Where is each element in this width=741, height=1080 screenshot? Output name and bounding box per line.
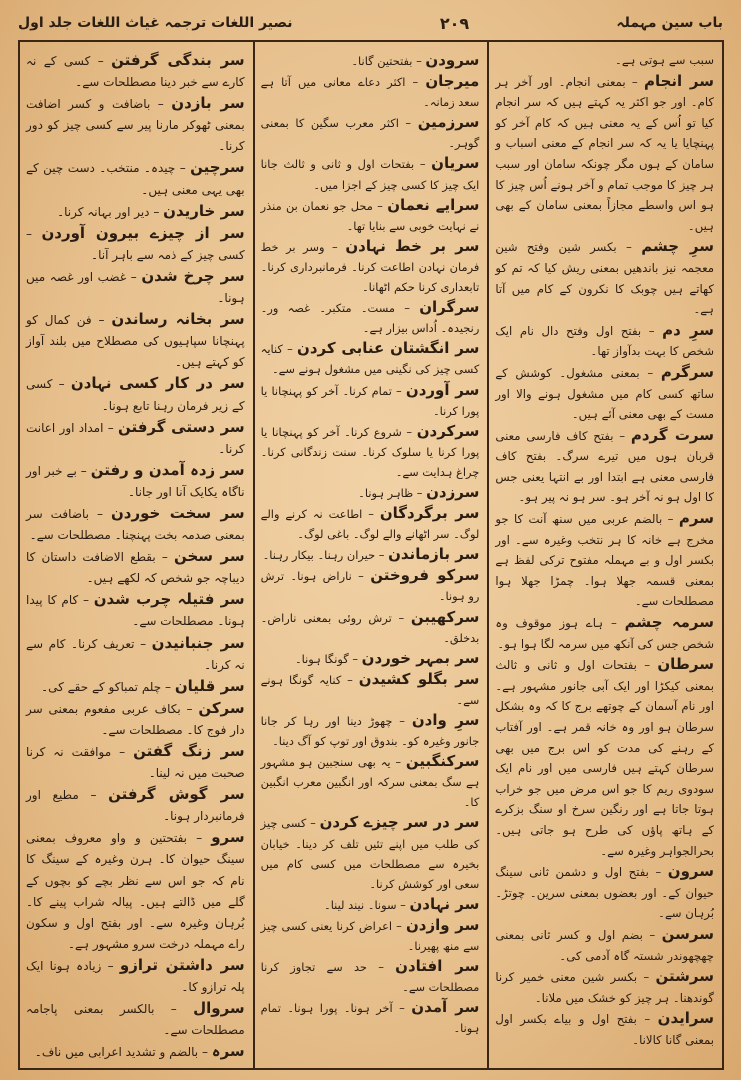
- headword: سرایے نعمان: [387, 195, 480, 214]
- dictionary-entry: سر سخت خوردن – باضافت سر بمعنی صدمہ بخت پہنچنا۔ مصطلحات سے۔: [25, 503, 245, 543]
- definition: سونا۔ نیند لینا۔: [324, 897, 397, 912]
- page-header: [18, 6, 723, 40]
- definition: اکثر معرب سگین کا بمعنی گوہر۔: [260, 116, 480, 151]
- definition: بمعنی مشغول۔ کوشش کے ساتھ کسی کام میں مشغول ہونے والا اور مست کے بھی معنی آئے ہیں۔: [495, 365, 714, 422]
- dictionary-entry: سرزدن – ظاہر ہونا۔: [358, 482, 480, 501]
- dictionary-entry: سر زدہ آمدن و رفتن – بے خبر اور ناگاہ یکایک آنا اور جانا۔: [25, 460, 245, 499]
- definition: سبب سے ہوتی ہے۔: [614, 53, 714, 67]
- headword: میرجان: [425, 72, 480, 91]
- headword: سر انجام: [643, 71, 715, 90]
- definition: بفتح اول و بیاے بکسر اول بمعنی گانا کالانا۔: [495, 1012, 714, 1047]
- headword: سر آمدن: [411, 998, 480, 1017]
- dictionary-entry: سر سخن – بقطع الاضافت داستان کا دیباچہ جو شخص کہ لکھے ہیں۔: [25, 547, 245, 586]
- dictionary-entry: سرطان – بفتحات اول و ثانی و ثالث بمعنی کیکڑا اور ایک آبی جانور مشہور ہے۔ اور نام آسمان کے چوتھے برج کا کہ وہ بشکل سرطان ہو اور وہ خانہ قمر ہے۔ اور آفتاب کے رہنے کی مدت کو اس برج میں بھی سرطان کہتے ہیں فارسی میں اور نام ایک سودوی ریم کا جو اس مرض میں جو خراب ہوتا جاتا ہے اور رنگین سرخ او سنگ بزکرے کے ہاتھ پاؤں کی طرح ہو جاتی ہیں۔ بحرالجواہر وغیرہ سے۔: [495, 655, 714, 858]
- definition: دیر اور بہانہ کرنا۔: [57, 204, 150, 219]
- definition: چلم تمباکو کے حقے کی۔: [41, 679, 162, 694]
- dictionary-entry: سر دستی گرفتن – امداد اور اعانت کرنا۔: [25, 417, 245, 456]
- definition: کسی کے نہ کارے سے خبر دینا مصطلحات سے۔: [25, 54, 245, 90]
- headword: سرکو فروختن: [370, 566, 480, 585]
- headword: سر انگشتان عنابی کردن: [297, 339, 480, 358]
- book-title: نصیر اللغات ترجمہ غیاث اللغات جلد اول: [18, 15, 293, 31]
- definition: حیران رہنا۔ بیکار رہنا۔: [262, 548, 376, 563]
- headword: سر از چیزے بیرون آوردن: [41, 223, 245, 242]
- definition: بکاف عربی مفعوم بمعنی سر دار فوج کا۔ مصطلحات سے۔: [25, 701, 245, 737]
- definition: بفتحتین و واو معروف بمعنی سینگ حیوان کا۔ ہرن وغیرہ کے سینگ کا نام کہ جو اس سے نظر بچے کو بچوں کے گلے میں ڈالتے ہیں۔ پیالہ شراب پینے کا۔ بُرہان وغیرہ سے۔ اور بفتح اول و سکون راے مہملہ درخت سرو مشہور ہے۔: [25, 831, 245, 951]
- dictionary-entry: میرجان – اکثر دعاے معانی میں آتا ہے سعد زمانہ۔: [260, 72, 480, 110]
- headword: سر جنبانیدن: [151, 633, 245, 652]
- definition: زیادہ ہونا ایک پلہ ترازو کا۔: [25, 958, 245, 995]
- definition: فن کمال کو پہنچانا سپاہیوں کی مصطلاح میں بلند آواز کو کہتے ہیں۔: [25, 313, 245, 370]
- definition: مطیع اور فرمانبردار ہونا۔: [25, 788, 245, 824]
- definition: بفتح اول و دشمن ثانی سینگ حیوان کے۔ اور بعضوں بمعنی سرین۔ چوتڑ۔ بُرہان سے۔: [495, 865, 714, 921]
- definition: اطاعت نہ کرنے والے لوگ۔ سر اٹھانے والے لوگ۔ باغی لوگ۔: [260, 507, 480, 542]
- dictionary-entry: سر گوش گرفتن – مطیع اور فرمانبردار ہونا۔: [25, 785, 245, 824]
- definition: بالکسر بمعنی پاجامہ مصطلحات سے۔: [25, 1002, 245, 1038]
- page-number: ۲۰۹: [439, 13, 470, 33]
- headword: سرزمین: [417, 113, 480, 132]
- column-left: [20, 42, 253, 1068]
- dictionary-entry: سرچین – چیدہ۔ منتخب۔ دست چین کے بھی یہی معنی ہیں۔: [25, 158, 245, 197]
- headword: سر بخانہ رساندن: [111, 310, 245, 329]
- dictionary-entry: سر بازدن – باضافت و کسر اضافت بمعنی ٹھوکر مارنا پیر سے کسی چیز کو دور کرنا۔: [25, 94, 245, 154]
- dictionary-entry: سرہ – بالضم و تشدید اعرابی میں ناف۔: [34, 1042, 245, 1061]
- definition: بے خبر اور ناگاہ یکایک آنا اور جانا۔: [25, 463, 245, 499]
- definition: ترش روئی بمعنی ناراض۔ بدخلق۔: [260, 610, 480, 645]
- dictionary-entry: سر آمدن – آخر ہونا۔ پورا ہونا۔ تمام ہونا۔: [260, 998, 480, 1036]
- column-middle: [253, 42, 488, 1068]
- headword: سرطان: [657, 655, 714, 674]
- dictionary-entry: سرکن – بکاف عربی مفعوم بمعنی سر دار فوج کا۔ مصطلحات سے۔: [25, 698, 245, 737]
- headword: سر سخت خوردن: [110, 503, 245, 522]
- dictionary-entry: سر افتادن – حد سے تجاوز کرنا مصطلحات سے۔: [260, 957, 480, 995]
- headword: سر گوش گرفتن: [108, 785, 245, 804]
- dictionary-entry: سرت گردم – بفتح کاف فارسی معنی قربان ہوں میں تیرے سرگ۔ بفتح کاف فارسی معنی ہے ابتدا اور بے انتہا یعنی جس کا اول ہو نہ آخر ہو۔ سر ہو نہ پیر ہو۔: [495, 425, 714, 505]
- definition: محل جو نعمان بن منذر نے نہایت خوبی سے بنایا تھا۔: [260, 198, 480, 233]
- headword: سر در کار کسی نہادن: [70, 374, 245, 393]
- headword: سریان: [431, 154, 480, 173]
- headword: سر بمہر خوردن: [361, 648, 480, 667]
- definition: کام کا پیدا ہونا۔ مصطلحات سے۔: [25, 593, 245, 629]
- definition: تعریف کرنا۔ کام سے نہ کرنا۔: [25, 636, 245, 672]
- dictionary-entry: سر بمہر خوردن – گونگا ہونا۔: [294, 648, 480, 667]
- dictionary-entry: [495, 50, 714, 71]
- dictionary-entry: سرکھیبن – ترش روئی بمعنی ناراض۔ بدخلق۔: [260, 607, 480, 645]
- definition: بکسر شین وفتح شین معجمہ نیز باندھیں بمعنی ریش کیا کہ تم کو کھاتے ہیں چوبک کا نکرون کے کام میں آتا ہے۔: [495, 240, 714, 317]
- definition: باضافت سر بمعنی صدمہ بخت پہنچنا۔ مصطلحات سے۔: [25, 506, 245, 543]
- headword: سرکھیبن: [410, 607, 480, 626]
- dictionary-entry: سرمہ چشم – ہاے ہوز موقوف وہ شخص جس کی آنکھ میں سرمہ لگا ہوا ہو۔: [495, 613, 715, 651]
- definition: گونگا ہونا۔: [294, 651, 349, 666]
- dictionary-entry: سرم – بالضم عربی میں سنھ آنت کا جو مخرج ہے خانہ کا ہر نتخب وغیرہ سے۔ اور بکسر اول و بے مہملہ مفتوح ترکی لفظ ہے بمعنی قسمہ جھلا ہوا۔ چمڑا جھلا ہوا مصطلحات سے۔: [495, 509, 714, 609]
- dictionary-entry: سر بازماندن – حیران رہنا۔ بیکار رہنا۔: [262, 545, 480, 564]
- column-right: [487, 42, 722, 1068]
- headword: سرشتن: [655, 967, 714, 986]
- dictionary-entry: سر انجام – بمعنی انجام۔ اور آخر ہر کام۔ اور جو اکثر یہ کہتے ہیں کہ سر انجام کیا تو اُس کے یہ معنی ہیں کہ کام آخر کو پہنچایا یا یہ کہ سر انجام کے معنی اسباب و سامان کے ہوں مگر چونکہ سامان اور سبب ہر چیز کا موجب تمام و آخر ہونے اُس چیز کا ہو اس واسطے مجازاً بمعنی سامان کے بھی ہیں۔: [495, 71, 715, 233]
- headword: سروال: [193, 999, 245, 1018]
- dictionary-entry: سر قلیان – چلم تمباکو کے حقے کی۔: [41, 676, 245, 695]
- dictionary-entry: سر داشتن ترازو – زیادہ ہونا ایک پلہ ترازو کا۔: [25, 955, 245, 995]
- definition: بضم اول و کسر ثانی بمعنی چھچھوندر شستہ گاہ آدمی کی۔: [495, 927, 714, 963]
- definition: کسی کے زیر فرمان رہنا تابع ہونا۔: [25, 377, 245, 413]
- dictionary-entry: سرگران – مست۔ متکبر۔ غصہ ور۔ رنجیدہ۔ اُداس بیزار ہے۔: [260, 298, 480, 336]
- dictionary-entry: سرشتن – بکسر شین معنی خمیر کرنا گوندھنا۔ ہر چیز کو خشک میں ملانا۔: [495, 967, 714, 1005]
- headword: سرکن: [198, 698, 245, 717]
- headword: سر وازدن: [405, 915, 480, 934]
- headword: سرگران: [419, 298, 480, 317]
- headword: سر بازدن: [171, 94, 245, 113]
- headword: سر آوردن: [405, 380, 480, 399]
- dictionary-entry: سر در سر چیزے کردن – کسی چیز کی طلب میں اپنے تئیں تلف کر دینا۔ خیابان بخیرہ سے مصطلحات میں کسی کام میں سعی اور کوشش کرنا۔: [260, 813, 480, 891]
- dictionary-entry: سر از چیزے بیرون آوردن – کسی چیز کے ذمہ سے باہر آنا۔: [25, 223, 245, 262]
- definition: اعراض کرنا یعنی کسی چیز سے منھ پھیرنا۔: [260, 918, 480, 954]
- headword: سر افتادن: [395, 957, 480, 976]
- dictionary-entry: سر بخانہ رساندن – فن کمال کو پہنچانا سپاہیوں کی مصطلاح میں بلند آواز کو کہتے ہیں۔: [25, 310, 245, 370]
- definition: تمام کرنا۔ آخر کو پہنچانا یا پورا کرنا۔: [260, 383, 480, 418]
- headword: سرزدن: [426, 482, 480, 501]
- headword: سر بر خط نہادن: [345, 236, 480, 255]
- dictionary-entry: سرسن – بضم اول و کسر ثانی بمعنی چھچھوندر شستہ گاہ آدمی کی۔: [495, 924, 714, 963]
- dictionary-entry: سر نہادن – سونا۔ نیند لینا۔: [324, 894, 480, 913]
- definition: باضافت و کسر اضافت بمعنی ٹھوکر مارنا پیر سے کسی چیز کو دور کرنا۔: [25, 97, 245, 154]
- headword: سرایدن: [657, 1009, 714, 1028]
- headword: سر نہادن: [409, 894, 480, 913]
- dictionary-entry: سر بگلو کشیدن – کنایہ گونگا ہونے سے۔: [260, 669, 480, 707]
- headword: سرسن: [661, 924, 714, 943]
- definition: اکثر دعاے معانی میں آتا ہے سعد زمانہ۔: [260, 75, 480, 110]
- headword: سر دستی گرفتن: [117, 417, 245, 436]
- dictionary-entry: سر بندگی گرفتن – کسی کے نہ کارے سے خبر دینا مصطلحات سے۔: [25, 51, 245, 90]
- dictionary-entry: سرو – بفتحتین و واو معروف بمعنی سینگ حیوان کا۔ ہرن وغیرہ کے سینگ کا نام کہ جو اس سے نظر بچے کو بچوں کے گلے میں ڈالتے ہیں۔ پیالہ شراب پینے کا۔ بُرہان وغیرہ سے۔ اور بفتح اول و سکون راے مہملہ درخت سرو مشہور ہے۔: [25, 828, 245, 951]
- page-frame: [18, 40, 724, 1070]
- definition: بفتحتین گانا۔: [351, 54, 413, 68]
- dictionary-entry: سر فتیلہ چرب شدن – کام کا پیدا ہونا۔ مصطلحات سے۔: [25, 590, 245, 629]
- headword: سر قلیان: [174, 676, 245, 695]
- dictionary-entry: سر در کار کسی نہادن – کسی کے زیر فرمان رہنا تابع ہونا۔: [25, 374, 245, 413]
- headword: سرکنگبین: [405, 752, 480, 771]
- headword: سرِ چشم: [641, 237, 714, 256]
- definition: بالضم و تشدید اعرابی میں ناف۔: [34, 1045, 199, 1060]
- dictionary-entry: سرودن – بفتحتین گانا۔: [351, 51, 480, 69]
- dictionary-entry: سر خاریدن – دیر اور بہانہ کرنا۔: [57, 201, 245, 220]
- definition: بکسر شین معنی خمیر کرنا گوندھنا۔ ہر چیز کو خشک میں ملانا۔: [495, 970, 714, 1005]
- dictionary-entry: سر زنگ گفتن – موافقت نہ کرنا صحبت میں نہ لینا۔: [25, 742, 245, 781]
- definition: بقطع الاضافت داستان کا دیباچہ جو شخص کہ لکھے ہیں۔: [25, 550, 245, 586]
- dictionary-entry: سر برگردگان – اطاعت نہ کرنے والے لوگ۔ سر اٹھانے والے لوگ۔ باغی لوگ۔: [260, 504, 480, 542]
- definition: ظاہر ہونا۔: [358, 485, 414, 500]
- headword: سر زدہ آمدن و رفتن: [90, 460, 245, 479]
- definition: آخر ہونا۔ پورا ہونا۔ تمام ہونا۔: [260, 1001, 480, 1036]
- definition: کسی چیز کی طلب میں اپنے تئیں تلف کر دینا۔ خیابان بخیرہ سے مصطلحات میں کسی کام میں سعی اور کوشش کرنا۔: [260, 816, 480, 891]
- definition: بالضم عربی میں سنھ آنت کا جو مخرج ہے خانہ کا ہر نتخب وغیرہ سے۔ اور بکسر اول و بے مہملہ مفتوح ترکی لفظ ہے بمعنی قسمہ جھلا ہوا۔ چمڑا جھلا ہوا مصطلحات سے۔: [495, 512, 714, 609]
- headword: سر خاریدن: [163, 201, 245, 220]
- dictionary-entry: سرِ چشم – بکسر شین وفتح شین معجمہ نیز باندھیں بمعنی ریش کیا کہ تم کو کھاتے ہیں چوبک کا نکرون کے کام میں آتا ہے۔: [495, 237, 714, 317]
- definition: شروع کرنا۔ آخر کو پہنچانا یا پورا کرنا یا سلوک کرنا۔ سنت زندگانی کرنا۔ چراغ ہدایت سے۔: [260, 424, 480, 479]
- headword: سرت گردم: [630, 425, 714, 444]
- headword: سرگرم: [660, 362, 714, 381]
- headword: سر فتیلہ چرب شدن: [93, 590, 245, 609]
- definition: کنایہ گونگا ہونے سے۔: [260, 672, 480, 707]
- definition: ہاے ہوز موقوف وہ شخص جس کی آنکھ میں سرمہ لگا ہوا ہو۔: [495, 616, 714, 651]
- headword: سرمہ چشم: [624, 613, 715, 632]
- dictionary-entry: سرِ دم – بفتح اول وفتح دال نام ایک شخص کا بہت بدآواز تھا۔: [495, 320, 715, 359]
- dictionary-entry: سرکردن – شروع کرنا۔ آخر کو پہنچانا یا پورا کرنا یا سلوک کرنا۔ سنت زندگانی کرنا۔ چراغ ہدایت سے۔: [260, 421, 480, 479]
- definition: غضب اور غصہ میں ہونا۔: [25, 269, 245, 306]
- definition: بمعنی انجام۔ اور آخر ہر کام۔ اور جو اکثر یہ کہتے ہیں کہ سر انجام کیا تو اُس کے یہ معنی ہیں کہ کام آخر کو پہنچایا یا یہ کہ سر انجام کے معنی اسباب و سامان کے ہوں مگر چونکہ سامان اور سبب ہر چیز کا موجب تمام و آخر ہونے اُس چیز کا ہو اس واسطے مجازاً بمعنی سامان کے بھی ہیں۔: [495, 74, 714, 233]
- dictionary-entry: سرزمین – اکثر معرب سگین کا بمعنی گوہر۔: [260, 113, 480, 151]
- headword: سرکردن: [416, 421, 480, 440]
- definition: یہ بھی سنجبین ہو مشہور ہے سگ بمعنی سرکہ اور انگبین معرب انگبین کا۔: [260, 755, 480, 810]
- definition: بفتحات اول و ثانی و ثالث جانا ایک چیز کا کسی چیز کے اجزا میں۔: [260, 157, 480, 192]
- headword: سرِ وادن: [411, 711, 480, 729]
- definition: ناراض ہونا۔ ترش رو ہونا۔: [260, 569, 480, 604]
- dictionary-entry: سریان – بفتحات اول و ثانی و ثالث جانا ایک چیز کا کسی چیز کے اجزا میں۔: [260, 154, 480, 192]
- dictionary-entry: سر انگشتان عنابی کردن – کنایہ کسی چیز کی نگینی میں مشغول ہونے سے۔: [260, 339, 480, 377]
- dictionary-entry: سروال – بالکسر بمعنی پاجامہ مصطلحات سے۔: [25, 999, 245, 1038]
- headword: سر زنگ گفتن: [133, 742, 245, 760]
- definition: وسر بر خط فرمان نہادن اطاعت کرنا۔ فرمانبرداری کرنا۔ تابعداری کرنا حکم اٹھانا۔: [260, 239, 480, 295]
- dictionary-entry: سر جنبانیدن – تعریف کرنا۔ کام سے نہ کرنا۔: [25, 633, 245, 672]
- definition: حد سے تجاوز کرنا مصطلحات سے۔: [260, 960, 480, 995]
- headword: سرو: [211, 828, 245, 847]
- headword: سر چرخ شدن: [141, 266, 245, 285]
- dictionary-entry: سرگرم – بمعنی مشغول۔ کوشش کے ساتھ کسی کام میں مشغول ہونے والا اور مست کے بھی معنی آئے ہیں۔: [495, 362, 714, 422]
- definition: چیدہ۔ منتخب۔ دست چین کے بھی یہی معنی ہیں۔: [25, 161, 245, 197]
- headword: سر بندگی گرفتن: [111, 51, 245, 69]
- dictionary-entry: سر چرخ شدن – غضب اور غصہ میں ہونا۔: [25, 266, 245, 306]
- dictionary-entry: سرکو فروختن – ناراض ہونا۔ ترش رو ہونا۔: [260, 566, 480, 604]
- headword: سر برگردگان: [379, 504, 480, 523]
- dictionary-entry: سر آوردن – تمام کرنا۔ آخر کو پہنچانا یا پورا کرنا۔: [260, 380, 480, 418]
- definition: چھوڑ دینا اور رہا کر جانا جانور وغیرہ کو۔ بندوق اور توپ کو آگ دینا۔: [260, 714, 480, 749]
- headword: سر در سر چیزے کردن: [319, 813, 480, 832]
- headword: سرِ دم: [662, 320, 715, 339]
- definition: موافقت نہ کرنا صحبت میں نہ لینا۔: [25, 745, 245, 781]
- dictionary-entry: سر بر خط نہادن – وسر بر خط فرمان نہادن اطاعت کرنا۔ فرمانبرداری کرنا۔ تابعداری کرنا حکم اٹھانا۔: [260, 236, 480, 295]
- headword: سرودن: [425, 51, 480, 69]
- headword: سرہ: [211, 1042, 245, 1061]
- headword: سرم: [678, 509, 714, 528]
- dictionary-entry: سرون – بفتح اول و دشمن ثانی سینگ حیوان کے۔ اور بعضوں بمعنی سرین۔ چوتڑ۔ بُرہان سے۔: [495, 862, 715, 921]
- definition: امداد اور اعانت کرنا۔: [25, 420, 245, 456]
- headword: سر داشتن ترازو: [119, 955, 245, 974]
- headword: سر بازماندن: [388, 545, 480, 564]
- definition: بفتح کاف فارسی معنی قربان ہوں میں تیرے سرگ۔ بفتح کاف فارسی معنی ہے ابتدا اور بے انتہا یعنی جس کا اول ہو نہ آخر ہو۔ سر ہو نہ پیر ہو۔: [495, 428, 714, 505]
- headword: سرچین: [190, 158, 245, 177]
- dictionary-entry: سرایدن – بفتح اول و بیاے بکسر اول بمعنی گانا کالانا۔: [495, 1009, 714, 1047]
- definition: کنایہ کسی چیز کی نگینی میں مشغول ہونے سے۔: [260, 342, 480, 377]
- dictionary-entry: سر وازدن – اعراض کرنا یعنی کسی چیز سے منھ پھیرنا۔: [260, 915, 480, 954]
- definition: بفتح اول وفتح دال نام ایک شخص کا بہت بدآواز تھا۔: [495, 323, 714, 359]
- dictionary-entry: سرِ وادن – چھوڑ دینا اور رہا کر جانا جانور وغیرہ کو۔ بندوق اور توپ کو آگ دینا۔: [260, 711, 480, 749]
- definition: مست۔ متکبر۔ غصہ ور۔ رنجیدہ۔ اُداس بیزار ہے۔: [260, 301, 480, 336]
- definition: کسی چیز کے ذمہ سے باہر آنا۔: [91, 247, 245, 262]
- definition: بفتحات اول و ثانی و ثالث بمعنی کیکڑا اور ایک آبی جانور مشہور ہے۔ اور نام آسمان کے چوتھے برج کا کہ وہ بشکل سرطان ہو اور وہ خانہ قمر ہے۔ اور آفتاب کے رہنے کی مدت کو اس برج میں بھی سرطان کہتے ہیں فارسی میں اور نام ایک سودوی ریم کا جو اس مرض میں جو خراب ہوتا جاتا ہے اور رنگین سرخ او سنگ بزکرے کے ہاتھ پاؤں کی طرح ہو جاتی ہیں۔ بحرالجواہر وغیرہ سے۔: [495, 658, 714, 858]
- headword: سر بگلو کشیدن: [358, 669, 480, 688]
- headword: سر سخن: [173, 547, 245, 566]
- headword: سرون: [667, 862, 715, 881]
- dictionary-entry: سرکنگبین – یہ بھی سنجبین ہو مشہور ہے سگ بمعنی سرکہ اور انگبین معرب انگبین کا۔: [260, 752, 480, 810]
- dictionary-entry: سرایے نعمان – محل جو نعمان بن منذر نے نہایت خوبی سے بنایا تھا۔: [260, 195, 480, 233]
- chapter-title: باب سین مہملہ: [616, 15, 723, 31]
